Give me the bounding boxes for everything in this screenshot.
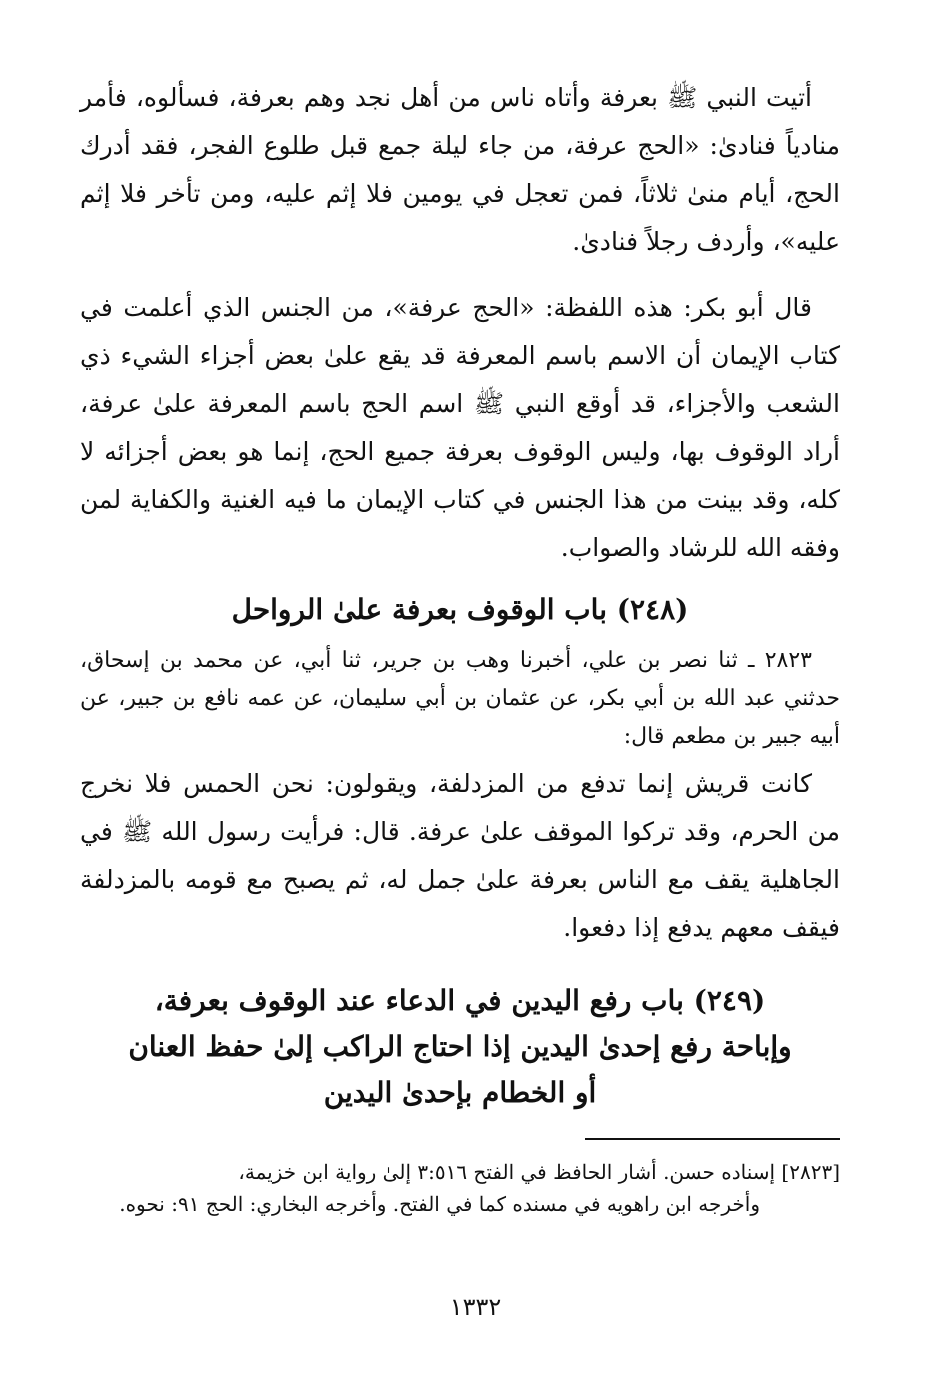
chapter-heading-249 (80, 978, 840, 1116)
page-number: ١٣٣٢ (449, 1293, 502, 1321)
footnote-line1: [٢٨٢٣] إسناده حسن. أشار الحافظ في الفتح ٣:٥١٦ إلىٰ رواية ابن خزيمة، (238, 1160, 840, 1184)
hadith-text-paragraph: أتيت النبي ﷺ بعرفة وأتاه ناس من أهل نجد وهم بعرفة، فسألوه، فأمر منادياً فنادىٰ: «الحج عرفة، من جاء ليلة جمع قبل طلوع الفجر، فقد أدرك الحج، أيام منىٰ ثلاثاً، فمن تعجل في يومين فلا إثم عليه، ومن تأخر فلا إثم عليه»، وأردف رجلاً فنادىٰ. (80, 83, 840, 256)
hadith-isnad-2823: ٢٨٢٣ ـ ثنا نصر بن علي، أخبرنا وهب بن جرير، ثنا أبي، عن محمد بن إسحاق، حدثني عبد الله بن أبي بكر، عن عثمان بن أبي سليمان، عن عمه نافع بن جبير، عن أبيه جبير بن مطعم قال: (80, 648, 840, 749)
chapter-heading-249-line3: أو الخطام بإحدىٰ اليدين (323, 1076, 597, 1109)
footnote (80, 1156, 840, 1220)
hadith-matn-paragraph: كانت قريش إنما تدفع من المزدلفة، ويقولون: نحن الحمس فلا نخرج من الحرم، وقد تركوا الموقف علىٰ عرفة. قال: فرأيت رسول الله ﷺ في الجاهلية يقف مع الناس بعرفة علىٰ جمل له، ثم يصبح مع قومه بالمزدلفة فيقف معهم يدفع إذا دفعوا. (80, 769, 840, 942)
chapter-heading-248: (٢٤٨) باب الوقوف بعرفة علىٰ الرواحل (231, 593, 689, 626)
commentary-paragraph: قال أبو بكر: هذه اللفظة: «الحج عرفة»، من الجنس الذي أعلمت في كتاب الإيمان أن الاسم باسم المعرفة قد يقع علىٰ بعض أجزاء الشيء ذي الشعب والأجزاء، قد أوقع النبي ﷺ اسم الحج باسم المعرفة علىٰ عرفة، أراد الوقوف بها، وليس الوقوف بعرفة جميع الحج، إنما هو بعض أجزائه لا كله، وقد بينت من هذا الجنس في كتاب الإيمان ما فيه الغنية والكفاية لمن وفقه الله للرشاد والصواب. (80, 293, 841, 562)
chapter-heading-249-line1: (٢٤٩) باب رفع اليدين في الدعاء عند الوقوف بعرفة، (154, 984, 766, 1017)
footnote-line2: وأخرجه ابن راهويه في مسنده كما في الفتح. وأخرجه البخاري: الحج ٩١: نحوه. (119, 1192, 760, 1216)
chapter-heading-249-line2: وإباحة رفع إحدىٰ اليدين إذا احتاج الراكب إلىٰ حفظ العنان (128, 1030, 792, 1063)
footnote-separator (585, 1138, 840, 1140)
